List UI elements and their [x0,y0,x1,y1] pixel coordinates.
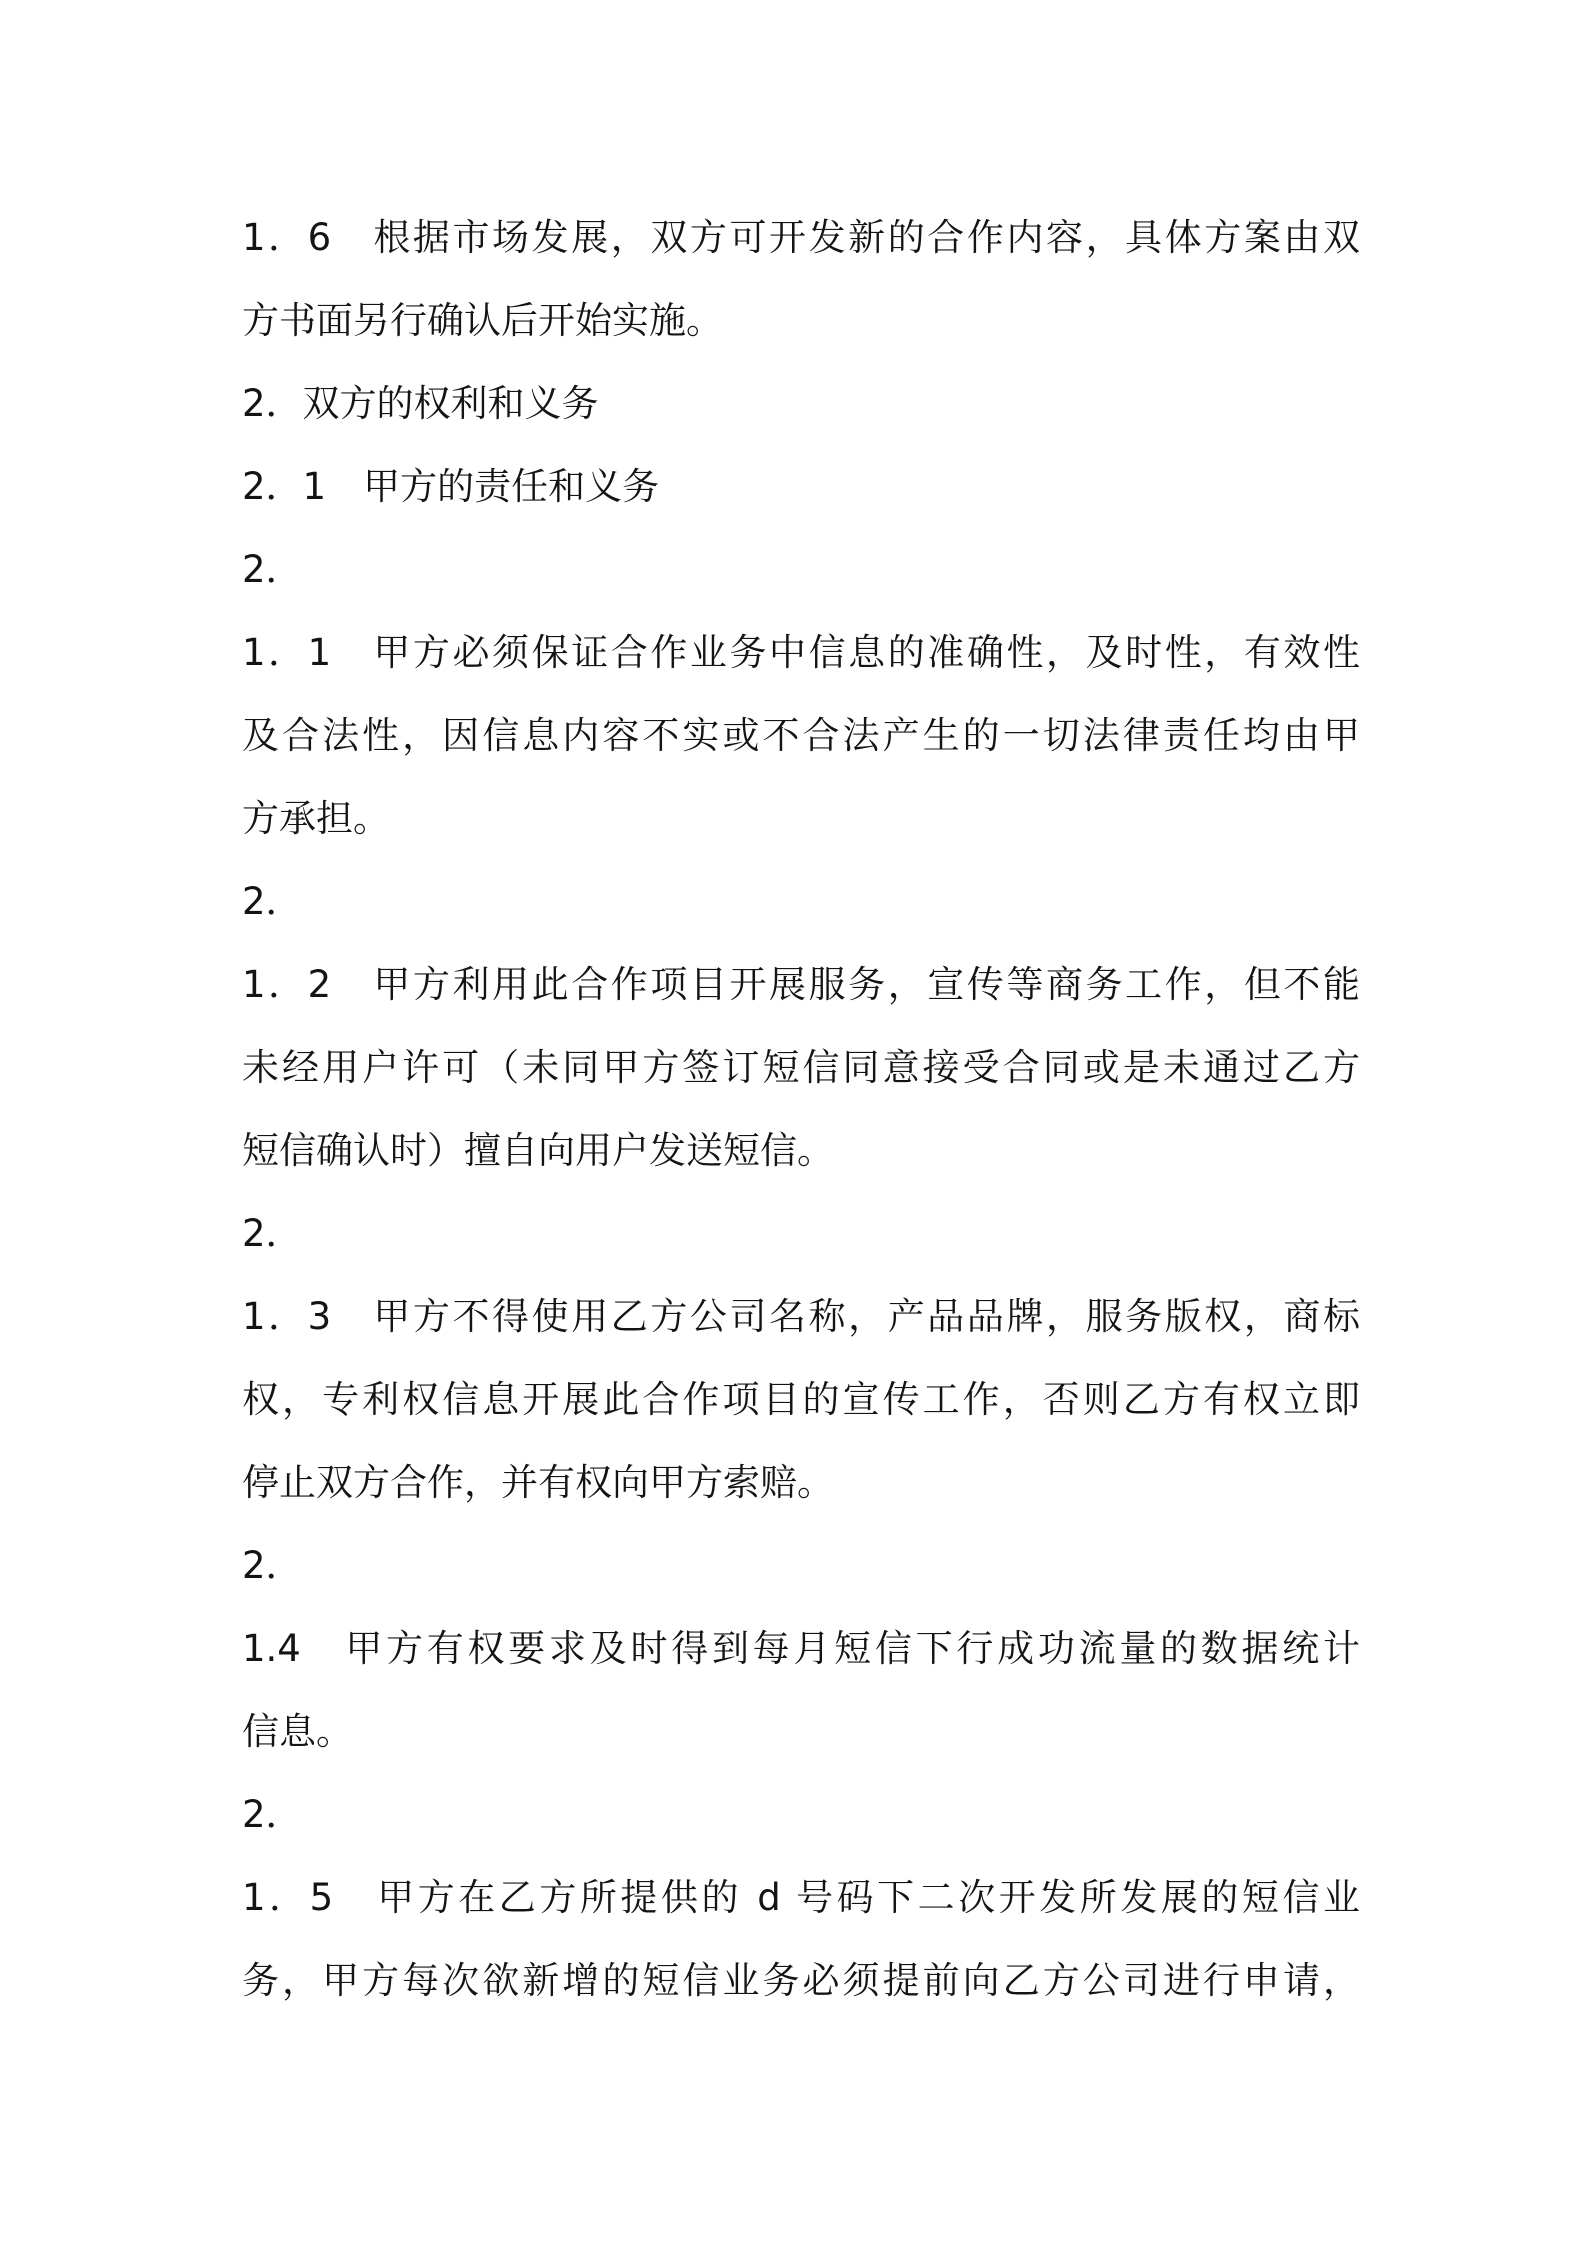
text-line: 未经用户许可（未同甲方签订短信同意接受合同或是未通过乙方 [242,1046,1360,1089]
text-line: 方书面另行确认后开始实施。 [242,299,723,342]
clause-number: 2． [242,1793,303,1836]
document-body [242,196,1360,2022]
text-line: 1．6 根据市场发展，双方可开发新的合作内容，具体方案由双 [242,216,1360,259]
text-line: 1．2 甲方利用此合作项目开展服务，宣传等商务工作，但不能 [242,963,1360,1006]
text-line: 停止双方合作，并有权向甲方索赔。 [242,1461,834,1504]
clause-number: 2． [242,1212,303,1255]
clause-number: 2． [242,1544,303,1587]
clause-number: 2． [242,548,303,591]
text-line: 方承担。 [242,797,390,840]
text-line: 1.4 甲方有权要求及时得到每月短信下行成功流量的数据统计 [242,1627,1360,1670]
text-line: 1．3 甲方不得使用乙方公司名称，产品品牌，服务版权，商标 [242,1295,1360,1338]
clause-number: 2． [242,880,303,923]
subsection-heading: 2．1 甲方的责任和义务 [242,465,660,508]
text-line: 信息。 [242,1710,353,1753]
section-heading: 2．双方的权利和义务 [242,382,599,425]
text-line: 1．5 甲方在乙方所提供的 d 号码下二次开发所发展的短信业 [242,1876,1360,1919]
text-line: 及合法性，因信息内容不实或不合法产生的一切法律责任均由甲 [242,714,1360,757]
text-line: 务，甲方每次欲新增的短信业务必须提前向乙方公司进行申请， [242,1959,1360,2002]
text-line: 1．1 甲方必须保证合作业务中信息的准确性，及时性，有效性 [242,631,1360,674]
text-line: 短信确认时）擅自向用户发送短信。 [242,1129,834,1172]
text-line: 权，专利权信息开展此合作项目的宣传工作，否则乙方有权立即 [242,1378,1360,1421]
